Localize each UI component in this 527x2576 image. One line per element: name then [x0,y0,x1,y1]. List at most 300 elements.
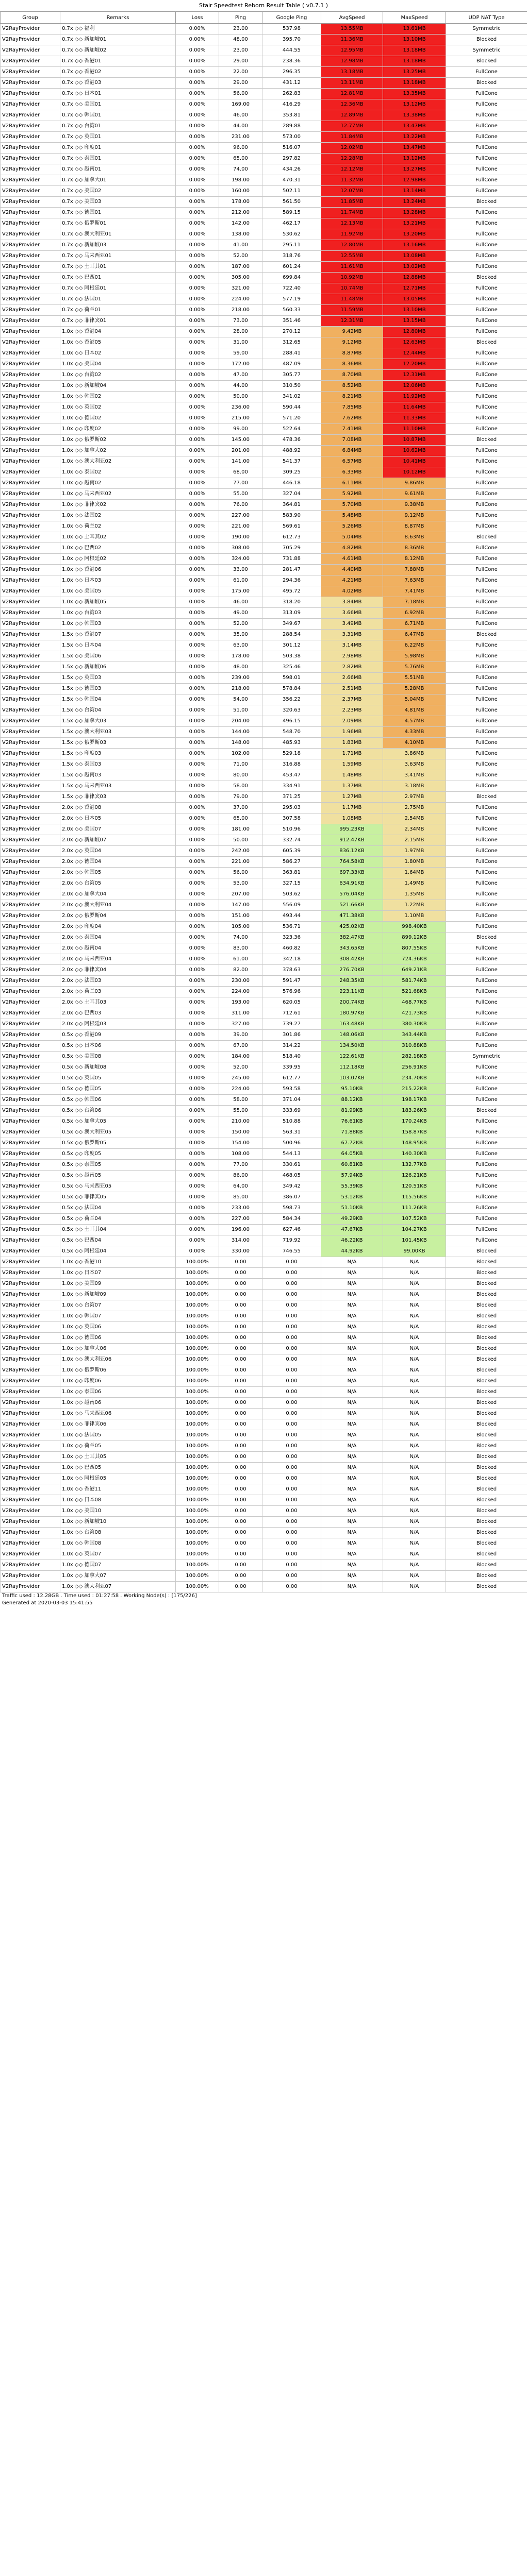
cell-group: V2RayProvider [1,694,60,705]
cell-max-speed: 807.55KB [383,943,446,954]
cell-remarks: 1.0x ◇◇ 巴西05 [60,1463,176,1473]
table-row [1,1171,527,1181]
cell-max-speed: N/A [383,1430,446,1441]
table-row [1,889,527,900]
cell-udp-nat-type: FullCone [446,175,527,186]
cell-remarks: 0.5x ◇◇ 加拿大05 [60,1116,176,1127]
table-row [1,262,527,273]
table-row [1,1160,527,1171]
cell-udp-nat-type: FullCone [446,619,527,630]
cell-avg-speed: 12.31MB [321,316,383,327]
cell-udp-nat-type: Blocked [446,1560,527,1571]
cell-google-ping: 746.55 [262,1246,321,1257]
cell-google-ping: 295.03 [262,803,321,814]
cell-google-ping: 0.00 [262,1257,321,1268]
cell-loss: 0.00% [176,889,219,900]
cell-ping: 0.00 [219,1279,262,1290]
cell-loss: 0.00% [176,792,219,803]
cell-google-ping: 0.00 [262,1333,321,1344]
cell-group: V2RayProvider [1,1192,60,1203]
table-row [1,965,527,976]
cell-avg-speed: 12.89MB [321,110,383,121]
cell-max-speed: 899.12KB [383,933,446,943]
cell-remarks: 2.0x ◇◇ 印度04 [60,922,176,933]
cell-group: V2RayProvider [1,175,60,186]
cell-max-speed: 7.88MB [383,565,446,575]
cell-avg-speed: 836.12KB [321,846,383,857]
cell-ping: 0.00 [219,1441,262,1452]
cell-group: V2RayProvider [1,911,60,922]
cell-max-speed: 3.41MB [383,770,446,781]
table-row [1,1484,527,1495]
cell-udp-nat-type: FullCone [446,413,527,424]
table-row [1,143,527,154]
table-row [1,1246,527,1257]
cell-max-speed: N/A [383,1311,446,1322]
cell-udp-nat-type: FullCone [446,684,527,694]
cell-google-ping: 333.69 [262,1106,321,1116]
table-row [1,1376,527,1387]
cell-loss: 0.00% [176,1052,219,1062]
table-row [1,640,527,651]
cell-group: V2RayProvider [1,640,60,651]
cell-avg-speed: N/A [321,1257,383,1268]
cell-avg-speed: 4.02MB [321,586,383,597]
table-row [1,67,527,78]
table-row [1,630,527,640]
cell-max-speed: 9.61MB [383,489,446,500]
cell-google-ping: 312.65 [262,337,321,348]
cell-google-ping: 462.17 [262,218,321,229]
cell-avg-speed: 7.85MB [321,402,383,413]
table-row [1,305,527,316]
cell-ping: 151.00 [219,911,262,922]
cell-ping: 64.00 [219,1181,262,1192]
cell-remarks: 0.7x ◇◇ 泰国01 [60,154,176,164]
cell-avg-speed: 8.87MB [321,348,383,359]
table-row [1,283,527,294]
cell-ping: 204.00 [219,716,262,727]
cell-avg-speed: 148.06KB [321,1030,383,1041]
cell-loss: 0.00% [176,835,219,846]
cell-group: V2RayProvider [1,1344,60,1354]
cell-ping: 0.00 [219,1311,262,1322]
cell-group: V2RayProvider [1,56,60,67]
table-row [1,164,527,175]
cell-google-ping: 434.26 [262,164,321,175]
cell-group: V2RayProvider [1,608,60,619]
cell-loss: 0.00% [176,337,219,348]
cell-group: V2RayProvider [1,1376,60,1387]
cell-udp-nat-type: FullCone [446,1030,527,1041]
cell-google-ping: 0.00 [262,1441,321,1452]
cell-avg-speed: 343.65KB [321,943,383,954]
cell-loss: 0.00% [176,1127,219,1138]
cell-google-ping: 502.11 [262,186,321,197]
cell-loss: 0.00% [176,943,219,954]
table-row [1,543,527,554]
cell-udp-nat-type: Blocked [446,1506,527,1517]
cell-group: V2RayProvider [1,392,60,402]
cell-remarks: 0.7x ◇◇ 印度01 [60,143,176,154]
cell-loss: 0.00% [176,424,219,435]
cell-avg-speed: 95.10KB [321,1084,383,1095]
cell-google-ping: 699.84 [262,273,321,283]
cell-group: V2RayProvider [1,662,60,673]
cell-max-speed: 12.31MB [383,370,446,381]
cell-ping: 47.00 [219,370,262,381]
cell-max-speed: N/A [383,1571,446,1582]
cell-google-ping: 297.82 [262,154,321,164]
cell-udp-nat-type: Blocked [446,273,527,283]
cell-max-speed: N/A [383,1528,446,1538]
cell-avg-speed: 12.95MB [321,45,383,56]
cell-group: V2RayProvider [1,759,60,770]
table-row [1,1398,527,1409]
cell-remarks: 1.0x ◇◇ 台湾07 [60,1300,176,1311]
cell-google-ping: 627.46 [262,1225,321,1235]
cell-udp-nat-type: FullCone [446,327,527,337]
cell-avg-speed: 88.12KB [321,1095,383,1106]
cell-avg-speed: 697.33KB [321,868,383,878]
cell-avg-speed: 57.94KB [321,1171,383,1181]
cell-udp-nat-type: Blocked [446,1452,527,1463]
cell-max-speed: 581.74KB [383,976,446,987]
cell-avg-speed: 13.18MB [321,67,383,78]
cell-avg-speed: 634.91KB [321,878,383,889]
cell-remarks: 2.0x ◇◇ 菲律宾04 [60,965,176,976]
cell-loss: 0.00% [176,597,219,608]
cell-udp-nat-type: FullCone [446,370,527,381]
cell-udp-nat-type: FullCone [446,868,527,878]
cell-google-ping: 301.12 [262,640,321,651]
cell-loss: 0.00% [176,1246,219,1257]
cell-remarks: 0.5x ◇◇ 菲律宾05 [60,1192,176,1203]
cell-avg-speed: 13.55MB [321,24,383,35]
cell-avg-speed: N/A [321,1311,383,1322]
table-row [1,1290,527,1300]
cell-remarks: 1.5x ◇◇ 澳大利亚03 [60,727,176,738]
cell-ping: 37.00 [219,803,262,814]
table-row [1,619,527,630]
cell-ping: 0.00 [219,1484,262,1495]
cell-google-ping: 313.09 [262,608,321,619]
cell-udp-nat-type: FullCone [446,132,527,143]
cell-udp-nat-type: Blocked [446,1333,527,1344]
cell-udp-nat-type: FullCone [446,251,527,262]
cell-avg-speed: N/A [321,1484,383,1495]
table-row [1,1235,527,1246]
cell-loss: 0.00% [176,976,219,987]
cell-ping: 0.00 [219,1333,262,1344]
cell-loss: 0.00% [176,727,219,738]
cell-group: V2RayProvider [1,1365,60,1376]
cell-ping: 141.00 [219,456,262,467]
cell-google-ping: 307.58 [262,814,321,824]
table-row [1,1095,527,1106]
cell-udp-nat-type: FullCone [446,467,527,478]
cell-udp-nat-type: Blocked [446,630,527,640]
cell-avg-speed: 67.72KB [321,1138,383,1149]
cell-udp-nat-type: FullCone [446,943,527,954]
cell-max-speed: 104.27KB [383,1225,446,1235]
table-row [1,218,527,229]
cell-udp-nat-type: FullCone [446,218,527,229]
table-row [1,673,527,684]
cell-loss: 0.00% [176,1062,219,1073]
cell-group: V2RayProvider [1,1495,60,1506]
cell-group: V2RayProvider [1,327,60,337]
cell-remarks: 1.0x ◇◇ 荷兰05 [60,1441,176,1452]
cell-group: V2RayProvider [1,489,60,500]
table-row [1,1203,527,1214]
cell-loss: 0.00% [176,521,219,532]
cell-avg-speed: 1.96MB [321,727,383,738]
cell-group: V2RayProvider [1,197,60,208]
table-row [1,294,527,305]
cell-max-speed: 11.33MB [383,413,446,424]
cell-google-ping: 536.71 [262,922,321,933]
cell-google-ping: 320.63 [262,705,321,716]
cell-remarks: 0.5x ◇◇ 越南05 [60,1171,176,1181]
cell-udp-nat-type: FullCone [446,922,527,933]
cell-group: V2RayProvider [1,597,60,608]
cell-max-speed: 2.97MB [383,792,446,803]
cell-ping: 49.00 [219,608,262,619]
cell-group: V2RayProvider [1,673,60,684]
table-row [1,997,527,1008]
cell-ping: 48.00 [219,35,262,45]
cell-udp-nat-type: FullCone [446,89,527,99]
cell-ping: 196.00 [219,1225,262,1235]
cell-google-ping: 341.02 [262,392,321,402]
cell-udp-nat-type: FullCone [446,997,527,1008]
cell-group: V2RayProvider [1,1030,60,1041]
cell-google-ping: 0.00 [262,1419,321,1430]
cell-avg-speed: 11.85MB [321,197,383,208]
cell-ping: 0.00 [219,1257,262,1268]
cell-group: V2RayProvider [1,283,60,294]
cell-group: V2RayProvider [1,305,60,316]
cell-remarks: 1.0x ◇◇ 加拿大07 [60,1571,176,1582]
cell-max-speed: 13.10MB [383,35,446,45]
cell-max-speed: N/A [383,1473,446,1484]
table-row [1,597,527,608]
footer [0,1592,527,1607]
cell-ping: 230.00 [219,976,262,987]
table-row [1,565,527,575]
cell-max-speed: N/A [383,1409,446,1419]
cell-loss: 0.00% [176,1203,219,1214]
cell-max-speed: 5.51MB [383,673,446,684]
cell-max-speed: 13.14MB [383,186,446,197]
table-row [1,99,527,110]
cell-google-ping: 589.15 [262,208,321,218]
cell-avg-speed: 55.39KB [321,1181,383,1192]
table-row [1,456,527,467]
cell-group: V2RayProvider [1,186,60,197]
cell-google-ping: 342.18 [262,954,321,965]
cell-google-ping: 339.95 [262,1062,321,1073]
cell-group: V2RayProvider [1,792,60,803]
table-row [1,1430,527,1441]
cell-google-ping: 591.47 [262,976,321,987]
cell-google-ping: 577.19 [262,294,321,305]
cell-max-speed: 1.97MB [383,846,446,857]
cell-group: V2RayProvider [1,294,60,305]
cell-remarks: 1.0x ◇◇ 日本08 [60,1495,176,1506]
cell-loss: 0.00% [176,738,219,749]
cell-udp-nat-type: FullCone [446,965,527,976]
table-row [1,478,527,489]
cell-remarks: 1.5x ◇◇ 菲律宾03 [60,792,176,803]
cell-ping: 53.00 [219,878,262,889]
cell-max-speed: 3.18MB [383,781,446,792]
cell-max-speed: 6.22MB [383,640,446,651]
cell-remarks: 0.7x ◇◇ 美国03 [60,197,176,208]
cell-remarks: 1.5x ◇◇ 台湾04 [60,705,176,716]
cell-ping: 23.00 [219,24,262,35]
cell-avg-speed: 912.47KB [321,835,383,846]
cell-ping: 0.00 [219,1463,262,1473]
cell-google-ping: 0.00 [262,1387,321,1398]
table-row [1,424,527,435]
cell-google-ping: 453.47 [262,770,321,781]
cell-remarks: 2.0x ◇◇ 德国04 [60,857,176,868]
cell-ping: 0.00 [219,1268,262,1279]
table-row [1,1582,527,1592]
cell-avg-speed: 122.61KB [321,1052,383,1062]
cell-loss: 0.00% [176,1181,219,1192]
cell-udp-nat-type: FullCone [446,305,527,316]
cell-google-ping: 318.76 [262,251,321,262]
cell-max-speed: 310.88KB [383,1041,446,1052]
cell-avg-speed: 134.50KB [321,1041,383,1052]
cell-group: V2RayProvider [1,1290,60,1300]
table-row [1,727,527,738]
cell-google-ping: 0.00 [262,1582,321,1592]
table-row [1,738,527,749]
cell-remarks: 0.7x ◇◇ 土耳其01 [60,262,176,273]
cell-udp-nat-type: FullCone [446,835,527,846]
cell-udp-nat-type: FullCone [446,316,527,327]
cell-udp-nat-type: FullCone [446,1041,527,1052]
cell-google-ping: 0.00 [262,1376,321,1387]
cell-group: V2RayProvider [1,359,60,370]
cell-group: V2RayProvider [1,1041,60,1052]
cell-max-speed: 101.45KB [383,1235,446,1246]
cell-udp-nat-type: FullCone [446,781,527,792]
cell-loss: 0.00% [176,273,219,283]
cell-loss: 0.00% [176,1019,219,1030]
cell-group: V2RayProvider [1,1019,60,1030]
cell-avg-speed: N/A [321,1409,383,1419]
cell-remarks: 1.0x ◇◇ 法国02 [60,511,176,521]
cell-remarks: 1.0x ◇◇ 越南02 [60,478,176,489]
cell-avg-speed: 60.81KB [321,1160,383,1171]
cell-udp-nat-type: Blocked [446,197,527,208]
cell-avg-speed: N/A [321,1441,383,1452]
cell-avg-speed: 1.27MB [321,792,383,803]
cell-google-ping: 500.96 [262,1138,321,1149]
cell-loss: 0.00% [176,965,219,976]
cell-avg-speed: N/A [321,1582,383,1592]
table-row [1,186,527,197]
cell-group: V2RayProvider [1,1311,60,1322]
cell-max-speed: 421.73KB [383,1008,446,1019]
cell-ping: 67.00 [219,1041,262,1052]
cell-google-ping: 593.58 [262,1084,321,1095]
cell-google-ping: 330.61 [262,1160,321,1171]
cell-avg-speed: 6.57MB [321,456,383,467]
cell-loss: 0.00% [176,694,219,705]
cell-remarks: 0.5x ◇◇ 巴西04 [60,1235,176,1246]
cell-udp-nat-type: FullCone [446,976,527,987]
cell-loss: 0.00% [176,164,219,175]
cell-ping: 160.00 [219,186,262,197]
cell-udp-nat-type: FullCone [446,1073,527,1084]
cell-avg-speed: 180.97KB [321,1008,383,1019]
cell-avg-speed: 71.88KB [321,1127,383,1138]
cell-ping: 71.00 [219,759,262,770]
cell-avg-speed: 2.23MB [321,705,383,716]
cell-remarks: 2.0x ◇◇ 加拿大04 [60,889,176,900]
cell-loss: 0.00% [176,56,219,67]
cell-remarks: 0.7x ◇◇ 法国01 [60,294,176,305]
cell-google-ping: 601.24 [262,262,321,273]
cell-ping: 55.00 [219,489,262,500]
table-row [1,197,527,208]
table-row [1,586,527,597]
cell-remarks: 0.7x ◇◇ 香港01 [60,56,176,67]
table-row [1,1495,527,1506]
cell-loss: 0.00% [176,511,219,521]
cell-avg-speed: 7.62MB [321,413,383,424]
cell-avg-speed: 3.49MB [321,619,383,630]
cell-avg-speed: 995.23KB [321,824,383,835]
cell-group: V2RayProvider [1,954,60,965]
cell-ping: 218.00 [219,305,262,316]
cell-avg-speed: 4.61MB [321,554,383,565]
table-row [1,1333,527,1344]
cell-max-speed: 4.33MB [383,727,446,738]
cell-udp-nat-type: Blocked [446,1387,527,1398]
table-row [1,24,527,35]
cell-google-ping: 301.86 [262,1030,321,1041]
cell-max-speed: 998.40KB [383,922,446,933]
cell-group: V2RayProvider [1,684,60,694]
cell-remarks: 1.5x ◇◇ 日本04 [60,640,176,651]
table-row [1,987,527,997]
result-table [0,11,527,1592]
cell-google-ping: 0.00 [262,1322,321,1333]
cell-remarks: 1.5x ◇◇ 马来西亚03 [60,781,176,792]
table-row [1,835,527,846]
cell-google-ping: 238.36 [262,56,321,67]
cell-avg-speed: N/A [321,1279,383,1290]
cell-ping: 0.00 [219,1473,262,1484]
table-row [1,359,527,370]
cell-max-speed: 7.18MB [383,597,446,608]
cell-google-ping: 529.18 [262,749,321,759]
cell-max-speed: 13.38MB [383,110,446,121]
cell-max-speed: 13.10MB [383,305,446,316]
cell-group: V2RayProvider [1,154,60,164]
cell-remarks: 2.0x ◇◇ 土耳其03 [60,997,176,1008]
cell-max-speed: 9.38MB [383,500,446,511]
cell-udp-nat-type: FullCone [446,446,527,456]
cell-remarks: 1.0x ◇◇ 菲律宾02 [60,500,176,511]
